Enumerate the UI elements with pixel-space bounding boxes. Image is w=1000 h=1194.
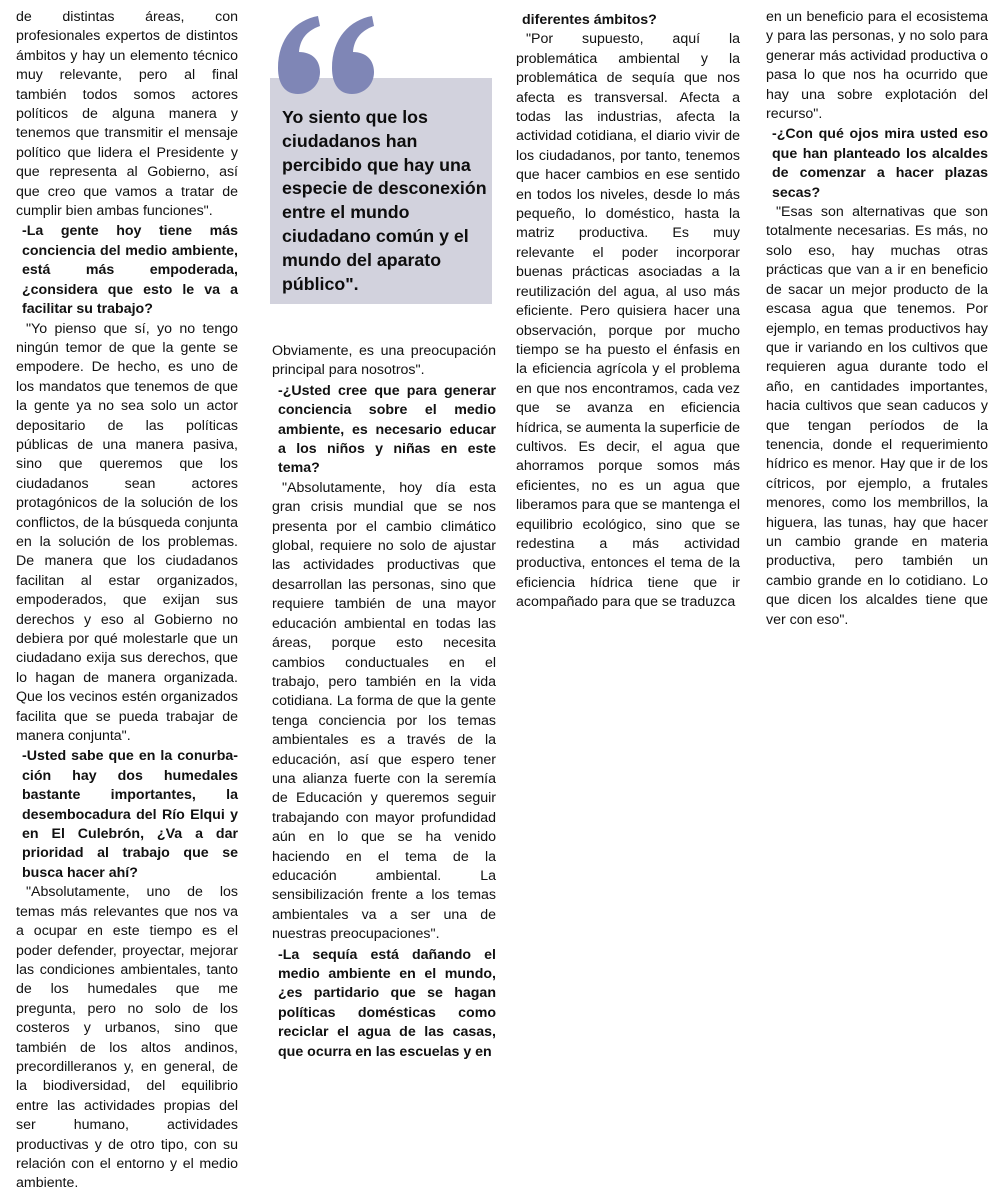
interview-question: -La gente hoy tiene más conciencia del medio ambiente, está más empoderada, ¿considera que esto le va a facilitar su trabajo? — [22, 223, 238, 318]
answer-paragraph: en un beneficio para el ecosistema y para las personas, y no solo para generar más actividad productiva o pasa lo que nos ha ocurrido que hay una sobre explotación del recurso". — [766, 9, 988, 123]
article-column-3 — [516, 10, 740, 613]
interview-question: -¿Usted cree que para generar conciencia sobre el medio ambiente, es necesario educar a los niños y niñas en este tema? — [278, 382, 496, 477]
answer-paragraph: "Esas son alternativas que son totalmente necesarias. Es más, no solo eso, hay muchas otras prácticas que van a ir en beneficio de sacar un mejor producto de la escasa agua que tenemos. Por ejemplo, en temas productivos hay que ir variando en los cultivos que requieren agua durante todo el año, en cantidades importantes, hacia cultivos que sean caducos y que tengan períodos de la tenencia, donde el requerimiento hídrico es menor. Hay que ir de los cítricos, por ejemplo, a frutales menores, como los membrillos, la higuera, las tunas, hay que hacer un cambio grande en materia productiva, pero también un cambio grande en lo cotidiano. Lo que dicen los alcaldes tiene que ver con eso". — [766, 204, 988, 628]
answer-paragraph: "Por supuesto, aquí la problemática ambiental y la problemática de sequía que nos afecta es transversal. Afecta a todas las industrias, afecta la actividad cotidiana, el diario vivir de los ciudadanos, por tanto, tenemos que hacer cambios en ese sentido en todos los niveles, desde lo más pequeño, lo doméstico, hasta la matriz productiva. Es muy relevante el poder incorporar buenas prácticas asociadas a la reutilización del agua, al uso más eficiente. Pero quisiera hacer una observación, porque por mucho tiempo se ha puesto el énfasis en la eficiencia agrícola y el problema en que nos encontramos, cada vez que se avanza en eficiencia hídrica, se aumenta la superficie de cultivos. Es decir, el agua que ahorramos porque somos más eficientes, no es un agua que liberamos para que se mantenga el equilibrio ecológico, sino que se redestina a más actividad productiva, entonces el tema de la eficiencia hídrica tiene que ir acompañado para que se traduzca — [516, 31, 740, 611]
interview-question: -Usted sabe que en la conurbación hay dos humedales bastante importantes, la desembocadura del Río Elqui y en El Culebrón, ¿Va a dar prioridad al trabajo que se busca hacer ahí? — [22, 748, 238, 881]
answer-paragraph: "Yo pienso que sí, yo no tengo ningún temor de que la gente se empodere. De hecho, es uno de los mandatos que tenemos de que la gente ya no sea solo un actor depositario de las políticas públicas de una manera pasiva, sino que queremos que los ciudadanos sean actores protagónicos de la solución de los conflictos, de la búsqueda conjunta en la solución de los problemas. De manera que los ciudadanos facilitan al estar organizados, empoderados, que exijan sus derechos y eso al Gobierno no debiera por qué molestarle que un ciudadano exija sus derechos, que lo hagan de manera organizada. Que los vecinos estén organizados facilita que se pueda trabajar de manera conjunta". — [16, 320, 238, 745]
answer-paragraph: de distintas áreas, con profesionales expertos de distintos ámbitos y hay un elemento técnico muy relevante, pero al final también todos somos actores políticos de alguna manera y tenemos que transmitir el mensaje político que lidera el Presidente y que representa al Gobierno, así que creo que vamos a tratar de cumplir bien ambas funciones". — [16, 9, 238, 220]
interview-question: -La sequía está dañando el medio ambiente en el mundo, ¿es partidario que se hagan políticas domésticas como reciclar el agua de las casas, que ocurra en las escuelas y en — [278, 946, 496, 1060]
answer-paragraph: "Absolutamente, hoy día esta gran crisis mundial que se nos presenta por el cambio climático global, requiere no solo de ajustar las actividades productivas que desarrollan las personas, sino que requiere también de una mayor educación ambiental en todas las áreas, porque esto necesita cambios conductuales en el trabajo, pero también en la vida cotidiana. La forma de que la gente tenga conciencia por los temas ambientales es a través de la educación, así que espero tener una alianza fuerte con la seremía de Educación y queremos seguir trabajando con mayor profundidad aún en lo que se ha venido haciendo en el tema de la educación ambiental. La sensibilización frente a los temas ambientales va a ser una de nuestras preocupaciones". — [272, 479, 496, 943]
article-column-2 — [272, 342, 496, 1062]
answer-paragraph: "Absolutamente, uno de los temas más relevantes que nos va a ocupar en este tiempo es el poder defender, proyectar, mejorar las condiciones ambientales, tanto de los humedales que me pregunta, pero no solo de los costeros y urbanos, sino que también de los altos andinos, precordilleranos y, en general, de la biodiversidad, del equilibrio entre las actividades propias del ser humano, actividades productivas y de otro tipo, con su relación con el entorno y el medio ambiente. — [16, 884, 238, 1192]
pullquote-text: Yo siento que los ciudadanos han percibido que hay una especie de desconexión entre el mundo ciudadano común y el mundo del aparato público". — [282, 107, 487, 294]
interview-question-continued: diferentes ámbitos? — [522, 12, 657, 28]
answer-paragraph: Obviamente, es una preocupación principal para nosotros". — [272, 343, 496, 379]
article-column-1 — [16, 8, 238, 1194]
interview-question: -¿Con qué ojos mira usted eso que han planteado los alcaldes de comenzar a hacer plazas secas? — [772, 126, 988, 201]
quote-mark-icon — [268, 8, 388, 98]
article-column-4 — [766, 8, 988, 630]
